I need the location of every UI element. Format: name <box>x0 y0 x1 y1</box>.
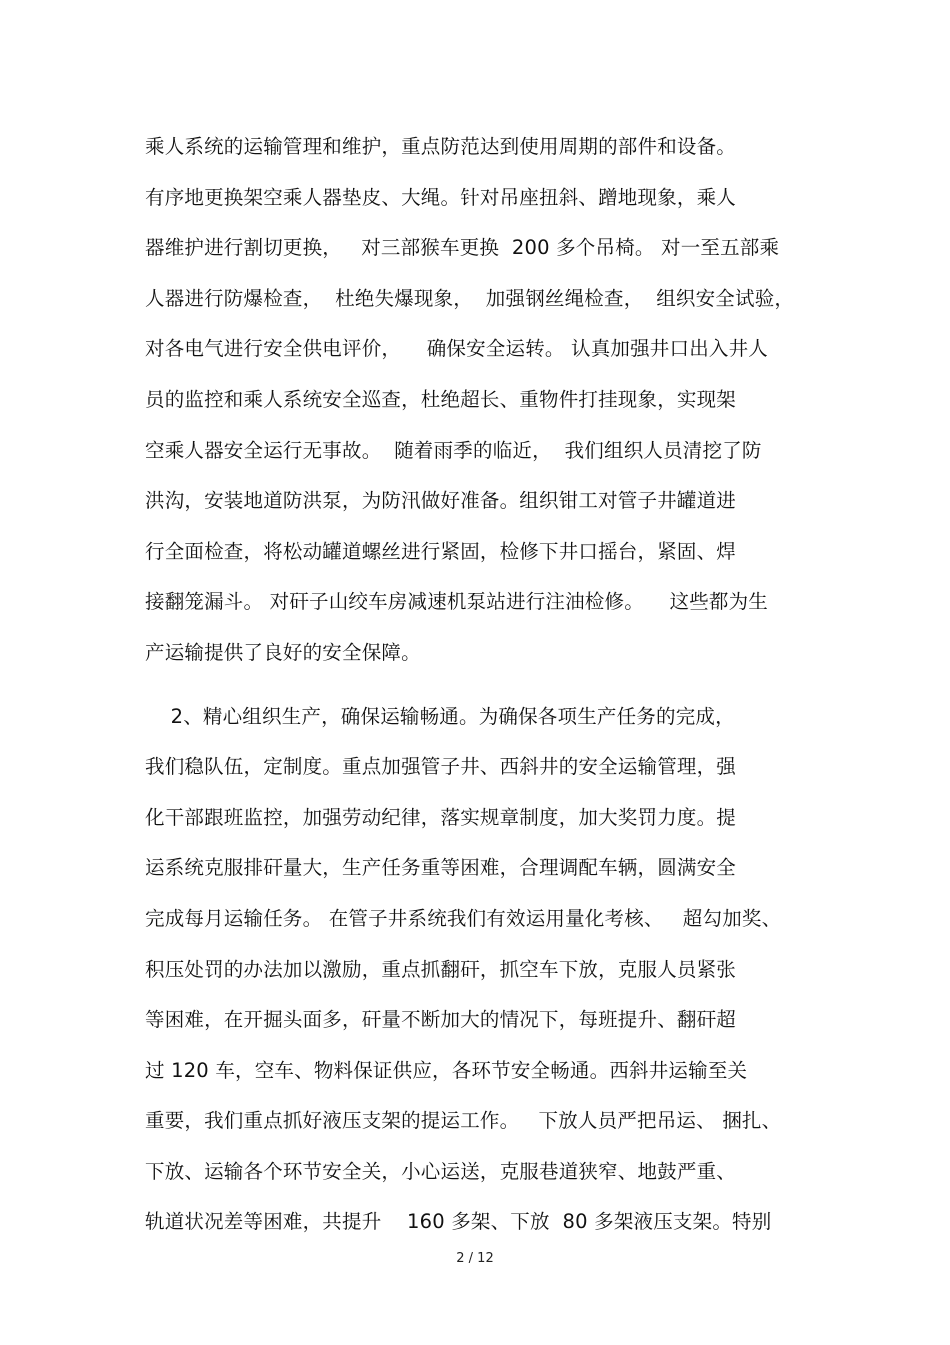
text-line: 2、精心组织生产，确保运输畅通。为确保各项生产任务的完成， <box>145 704 735 728</box>
text-line: 化干部跟班监控，加强劳动纪律，落实规章制度，加大奖罚力度。提 <box>145 805 737 829</box>
text-line: 完成每月运输任务。 在管子井系统我们有效运用量化考核、 超勾加奖、 <box>145 906 782 930</box>
text-line: 空乘人器安全运行无事故。 随着雨季的临近， 我们组织人员清挖了防 <box>145 438 762 462</box>
page-number: 2 / 12 <box>456 1251 494 1266</box>
text-line: 下放、运输各个环节安全关，小心运送，克服巷道狭窄、地鼓严重、 <box>145 1159 737 1183</box>
text-line: 接翻笼漏斗。 对矸子山绞车房减速机泵站进行注油检修。 这些都为生 <box>145 590 768 614</box>
text-line: 乘人系统的运输管理和维护，重点防范达到使用周期的部件和设备。 <box>145 135 737 158</box>
text-line: 对各电气进行安全供电评价， 确保安全运转。 认真加强井口出入井人 <box>145 337 768 361</box>
paragraph-gap <box>145 679 835 692</box>
text-line: 积压处罚的办法加以激励，重点抓翻矸，抓空车下放，克服人员紧张 <box>145 957 737 981</box>
text-line: 有序地更换架空乘人器垫皮、大绳。针对吊座扭斜、蹭地现象，乘人 <box>145 185 737 209</box>
paragraph-1 <box>145 122 835 679</box>
text-line: 运系统克服排矸量大，生产任务重等困难，合理调配车辆，圆满安全 <box>145 856 737 880</box>
text-line: 轨道状况差等困难，共提升 160 多架、下放 80 多架液压支架。特别 <box>145 1210 772 1234</box>
text-line: 洪沟，安装地道防洪泵，为防汛做好准备。组织钳工对管子井罐道进 <box>145 489 737 513</box>
paragraph-2 <box>145 692 835 1249</box>
body-text <box>145 122 835 1248</box>
text-line: 产运输提供了良好的安全保障。 <box>145 640 421 664</box>
text-line: 我们稳队伍，定制度。重点加强管子井、西斜井的安全运输管理，强 <box>145 755 737 779</box>
text-line: 员的监控和乘人系统安全巡查，杜绝超长、重物件打挂现象，实现架 <box>145 387 737 411</box>
text-line: 器维护进行割切更换， 对三部猴车更换 200 多个吊椅。 对一至五部乘 <box>145 236 780 260</box>
text-line: 人器进行防爆检查， 杜绝失爆现象， 加强钢丝绳检查， 组织安全试验， <box>145 286 795 310</box>
text-line: 重要，我们重点抓好液压支架的提运工作。 下放人员严把吊运、 捆扎、 <box>145 1109 782 1133</box>
text-line: 过 120 车，空车、物料保证供应，各环节安全畅通。西斜井运输至关 <box>145 1058 748 1082</box>
text-line: 行全面检查，将松动罐道螺丝进行紧固，检修下井口摇台，紧固、焊 <box>145 539 737 563</box>
text-line: 等困难，在开掘头面多，矸量不断加大的情况下，每班提升、翻矸超 <box>145 1008 737 1032</box>
